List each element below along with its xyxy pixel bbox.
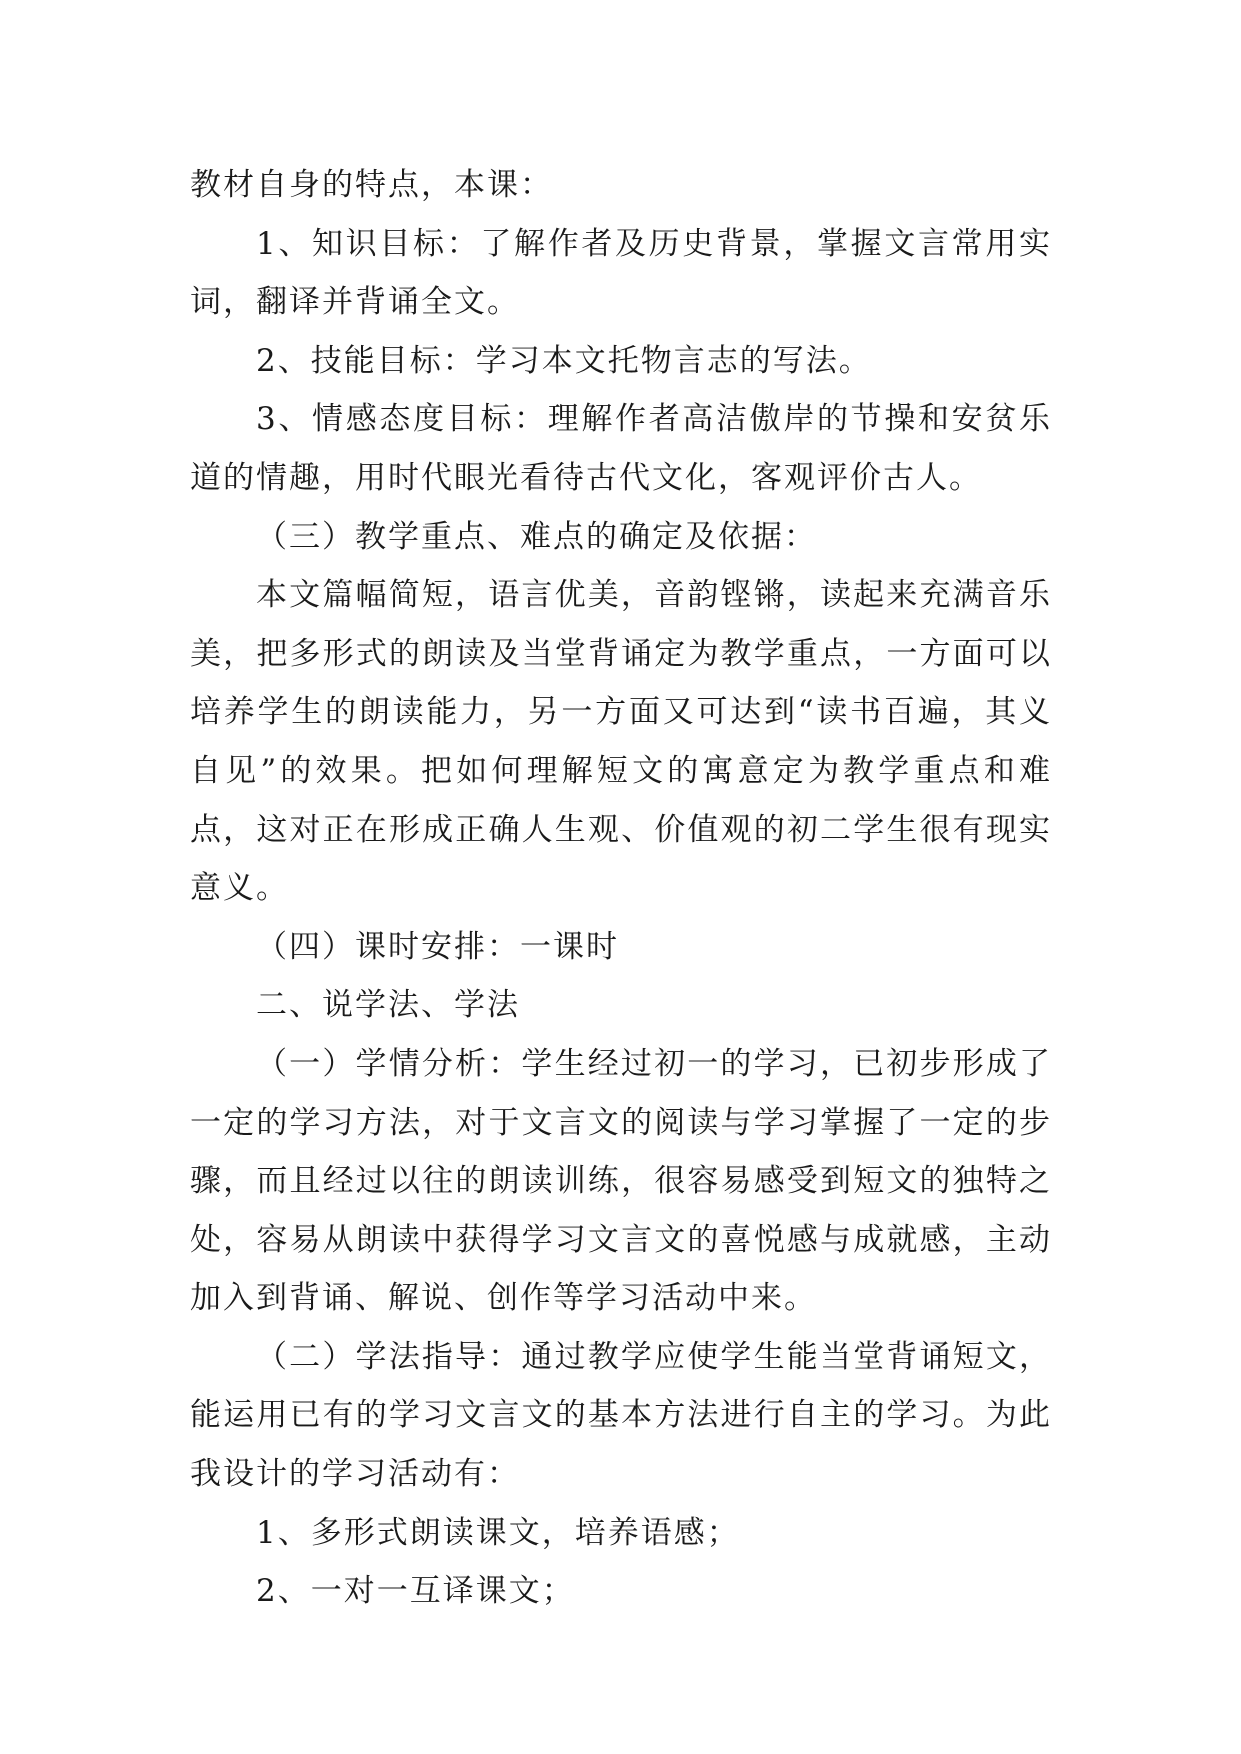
paragraph-knowledge-goal: 1、知识目标：了解作者及历史背景，掌握文言常用实词，翻译并背诵全文。 <box>190 225 1052 321</box>
section-heading-study-method: 二、说学法、学法 <box>256 987 520 1024</box>
paragraph-emotion-goal: 3、情感态度目标：理解作者高洁傲岸的节操和安贫乐道的情趣，用时代眼光看待古代文化，客观评价古人。 <box>190 401 1052 496</box>
paragraph-learner-analysis: （一）学情分析：学生经过初一的学习，已初步形成了一定的学习方法，对于文言文的阅读与学习掌握了一定的步骤，而且经过以往的朗读训练，很容易感受到短文的独特之处，容易从朗读中获得学习文言文的喜悦感与成就感，主动加入到背诵、解说、创作等学习活动中来。 <box>190 1045 1052 1317</box>
paragraph-intro: 教材自身的特点，本课： <box>190 167 553 203</box>
paragraph-key-points: 本文篇幅简短，语言优美，音韵铿锵，读起来充满音乐美，把多形式的朗读及当堂背诵定为教学重点，一方面可以培养学生的朗读能力，另一方面又可达到“读书百遍，其义自见”的效果。把如何理解短文的寓意定为教学重点和难点，这对正在形成正确人生观、价值观的初二学生很有现实意义。 <box>190 577 1052 907</box>
list-item-activity-1: 1、多形式朗读课文，培养语感； <box>256 1514 740 1551</box>
section-heading-key-points: （三）教学重点、难点的确定及依据： <box>256 518 817 555</box>
section-heading-schedule: （四）课时安排：一课时 <box>256 928 619 965</box>
document-body <box>190 156 1052 1621</box>
paragraph-skill-goal: 2、技能目标：学习本文托物言志的写法。 <box>256 342 872 379</box>
paragraph-method-guidance: （二）学法指导：通过教学应使学生能当堂背诵短文，能运用已有的学习文言文的基本方法进行自主的学习。为此我设计的学习活动有： <box>190 1338 1052 1493</box>
list-item-activity-2: 2、一对一互译课文； <box>256 1573 575 1610</box>
